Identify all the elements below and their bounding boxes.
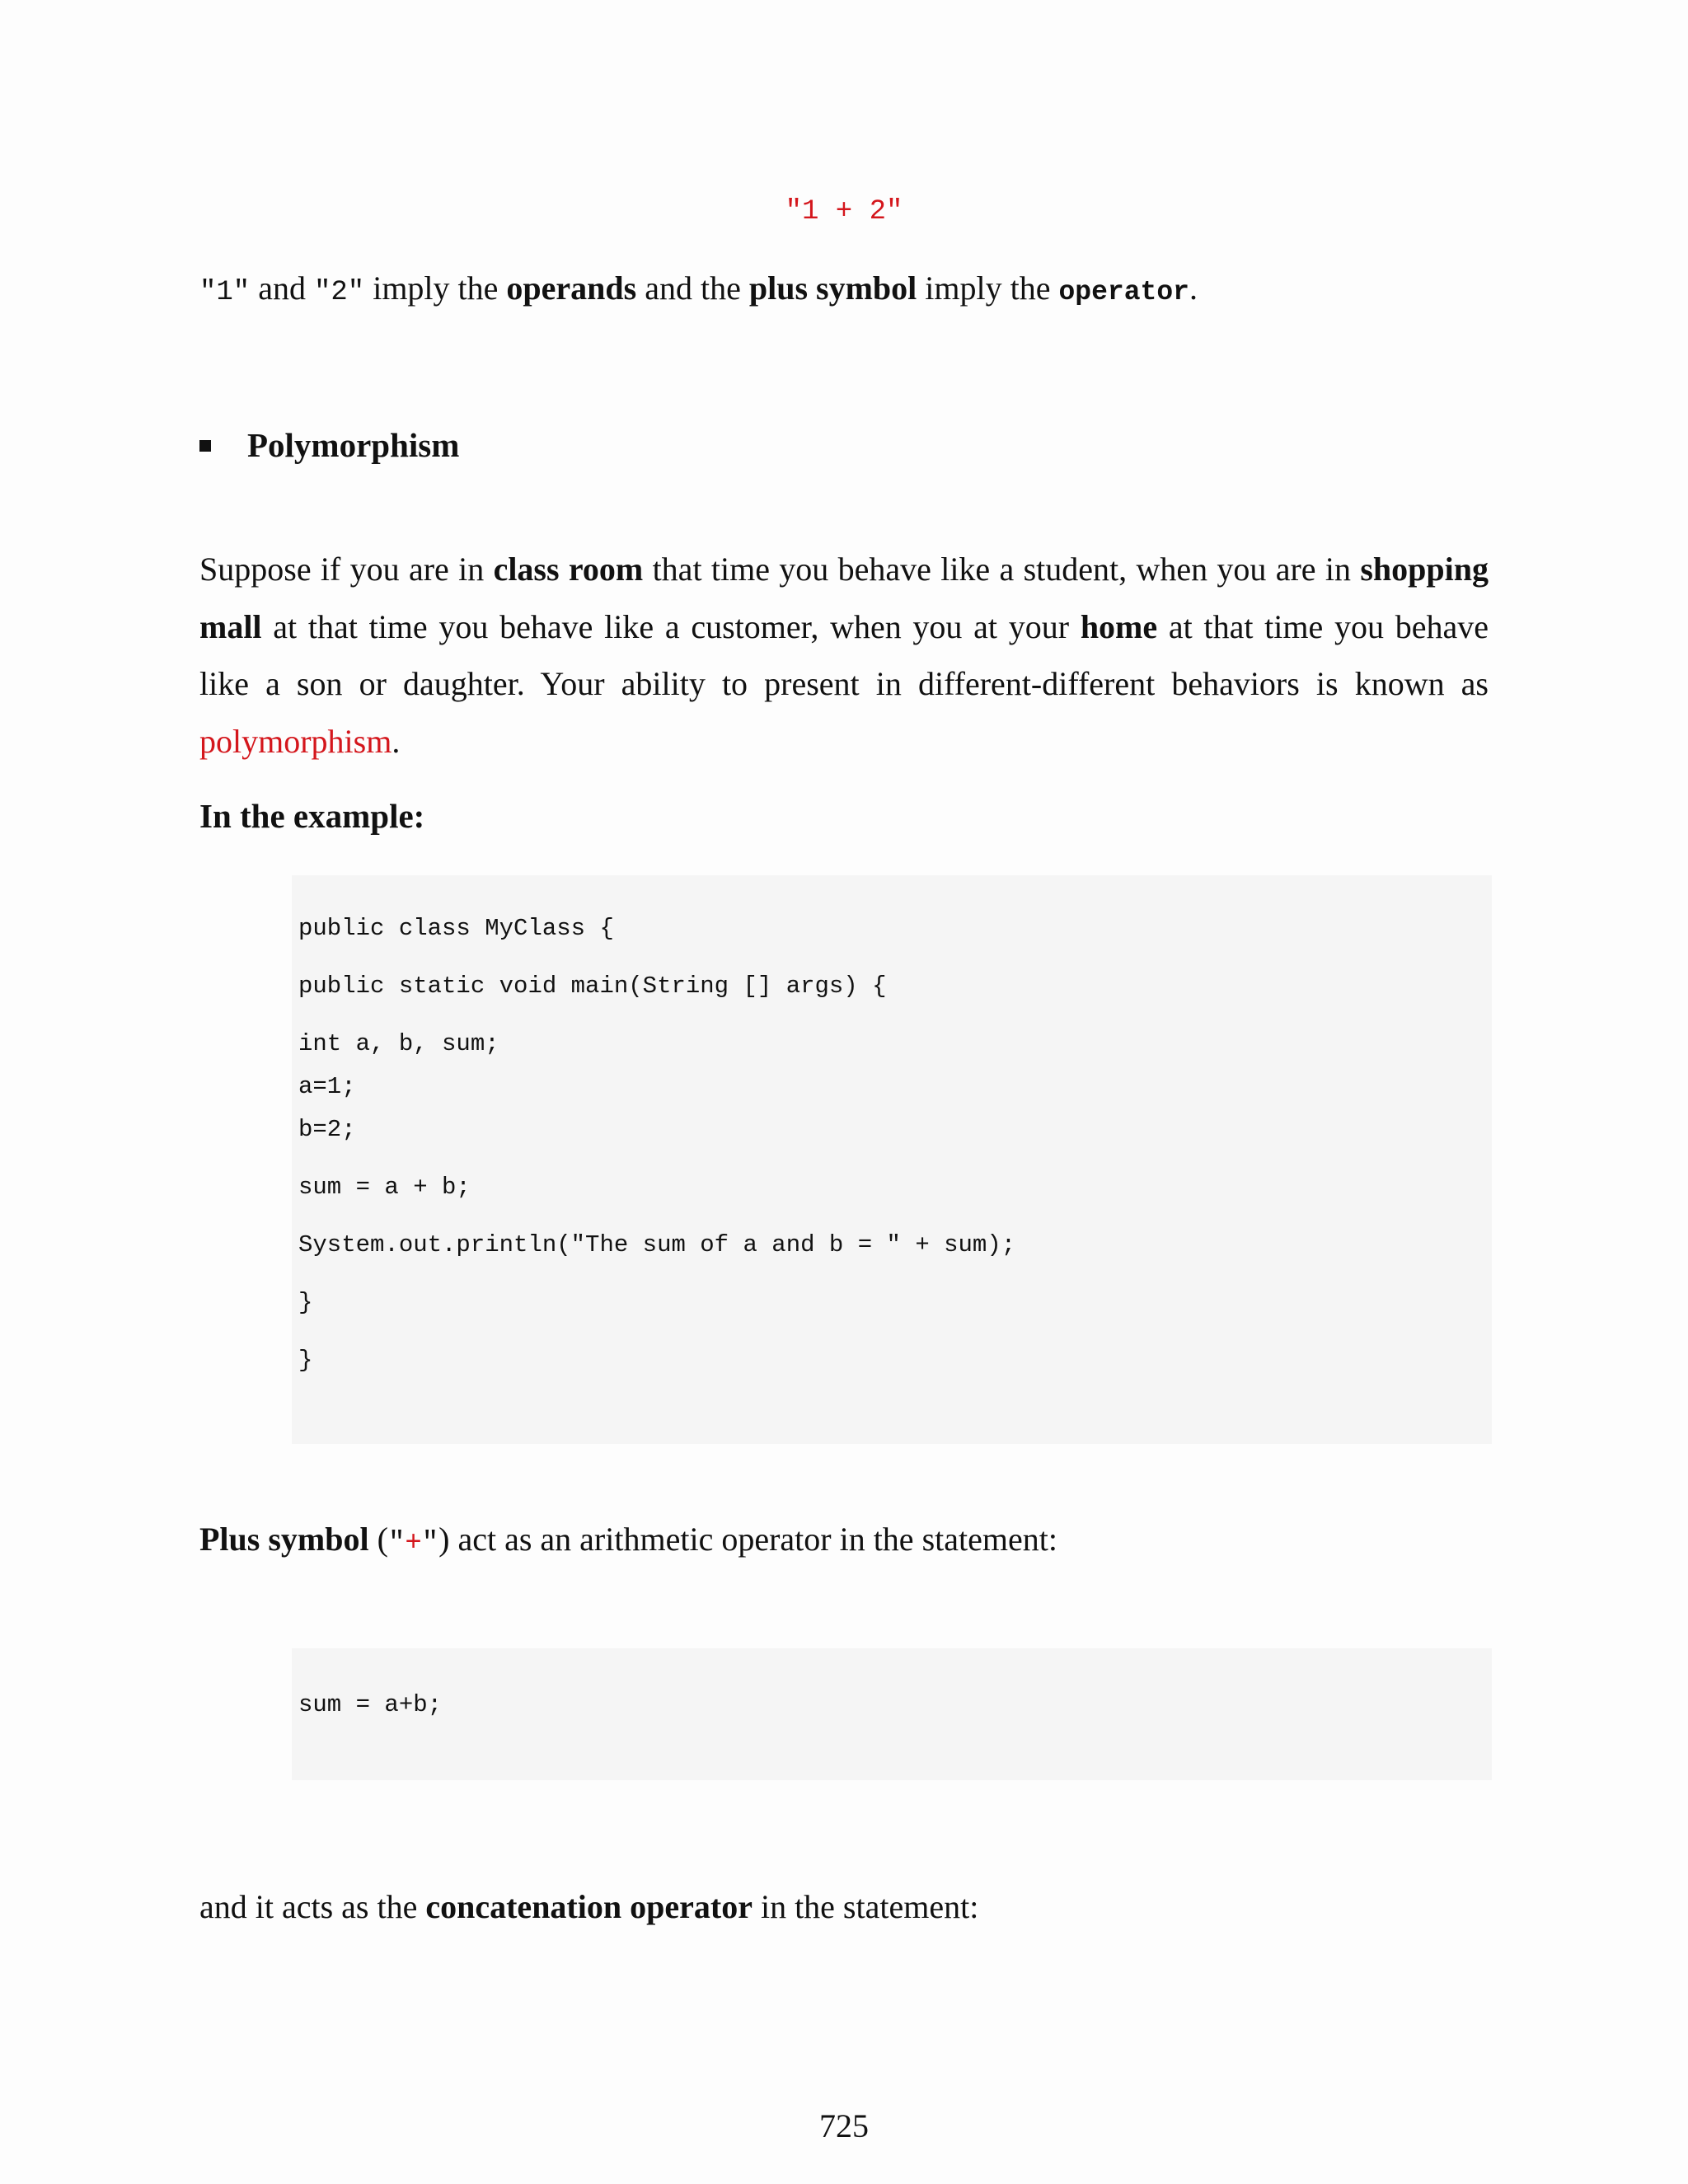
home-term: home	[1080, 607, 1158, 645]
text: ) act as an arithmetic operator in the statement:	[438, 1521, 1057, 1558]
plus-character: +	[405, 1528, 422, 1559]
quote: "	[387, 1528, 406, 1559]
plus-symbol-term: Plus symbol	[199, 1521, 369, 1558]
code-line: a=1;	[298, 1073, 356, 1100]
operator-term: operator	[1058, 277, 1189, 307]
shopping-mall-term: shopping mall	[199, 551, 1489, 645]
text: imply the	[364, 269, 507, 307]
concatenation-sentence	[199, 1887, 978, 1926]
code-block-example	[292, 875, 1492, 1444]
text: .	[1189, 269, 1198, 307]
code-line: b=2;	[298, 1116, 356, 1143]
code-line: public class MyClass {	[298, 915, 614, 942]
quote: "	[421, 1528, 439, 1559]
code-line: sum = a+b;	[298, 1691, 443, 1718]
class-room-term: class room	[493, 551, 644, 588]
text: and	[250, 269, 314, 307]
square-bullet-icon	[199, 440, 211, 452]
polymorphism-paragraph	[199, 541, 1489, 770]
code-line: }	[298, 1347, 313, 1374]
example-label: In the example:	[199, 797, 425, 835]
code-line: public static void main(String [] args) {	[298, 972, 887, 1000]
code-line: int a, b, sum;	[298, 1030, 499, 1057]
text: Suppose if you are in	[199, 551, 494, 588]
text: imply the	[917, 269, 1059, 307]
code-line: System.out.println("The sum of a and b = " + sum);	[298, 1231, 1016, 1258]
code-block-sum	[292, 1648, 1492, 1780]
plus-symbol-term: plus symbol	[748, 269, 917, 307]
operand-1: "1"	[199, 277, 251, 308]
text: (	[368, 1521, 388, 1558]
text: and the	[636, 269, 749, 307]
page-number: 725	[819, 2107, 869, 2144]
operand-2: "2"	[313, 277, 365, 308]
code-line: sum = a + b;	[298, 1174, 471, 1201]
text: in the statement:	[752, 1888, 979, 1925]
section-heading	[199, 425, 459, 465]
code-line: }	[298, 1289, 313, 1316]
text: and it acts as the	[199, 1888, 426, 1925]
operands-sentence	[199, 269, 1198, 308]
section-heading-text: Polymorphism	[247, 426, 460, 464]
centered-expression: "1 + 2"	[785, 196, 903, 227]
operands-term: operands	[506, 269, 637, 307]
text: at that time you behave like a son or daughter. Your ability to present in different-different behaviors is known as	[199, 607, 1489, 702]
text: that time you behave like a student, when you are in	[643, 551, 1361, 588]
text: .	[392, 722, 401, 760]
text: at that time you behave like a customer, when you at your	[261, 607, 1081, 645]
concatenation-operator-term: concatenation operator	[425, 1888, 753, 1925]
plus-symbol-sentence	[199, 1520, 1057, 1559]
polymorphism-term: polymorphism	[199, 722, 392, 760]
